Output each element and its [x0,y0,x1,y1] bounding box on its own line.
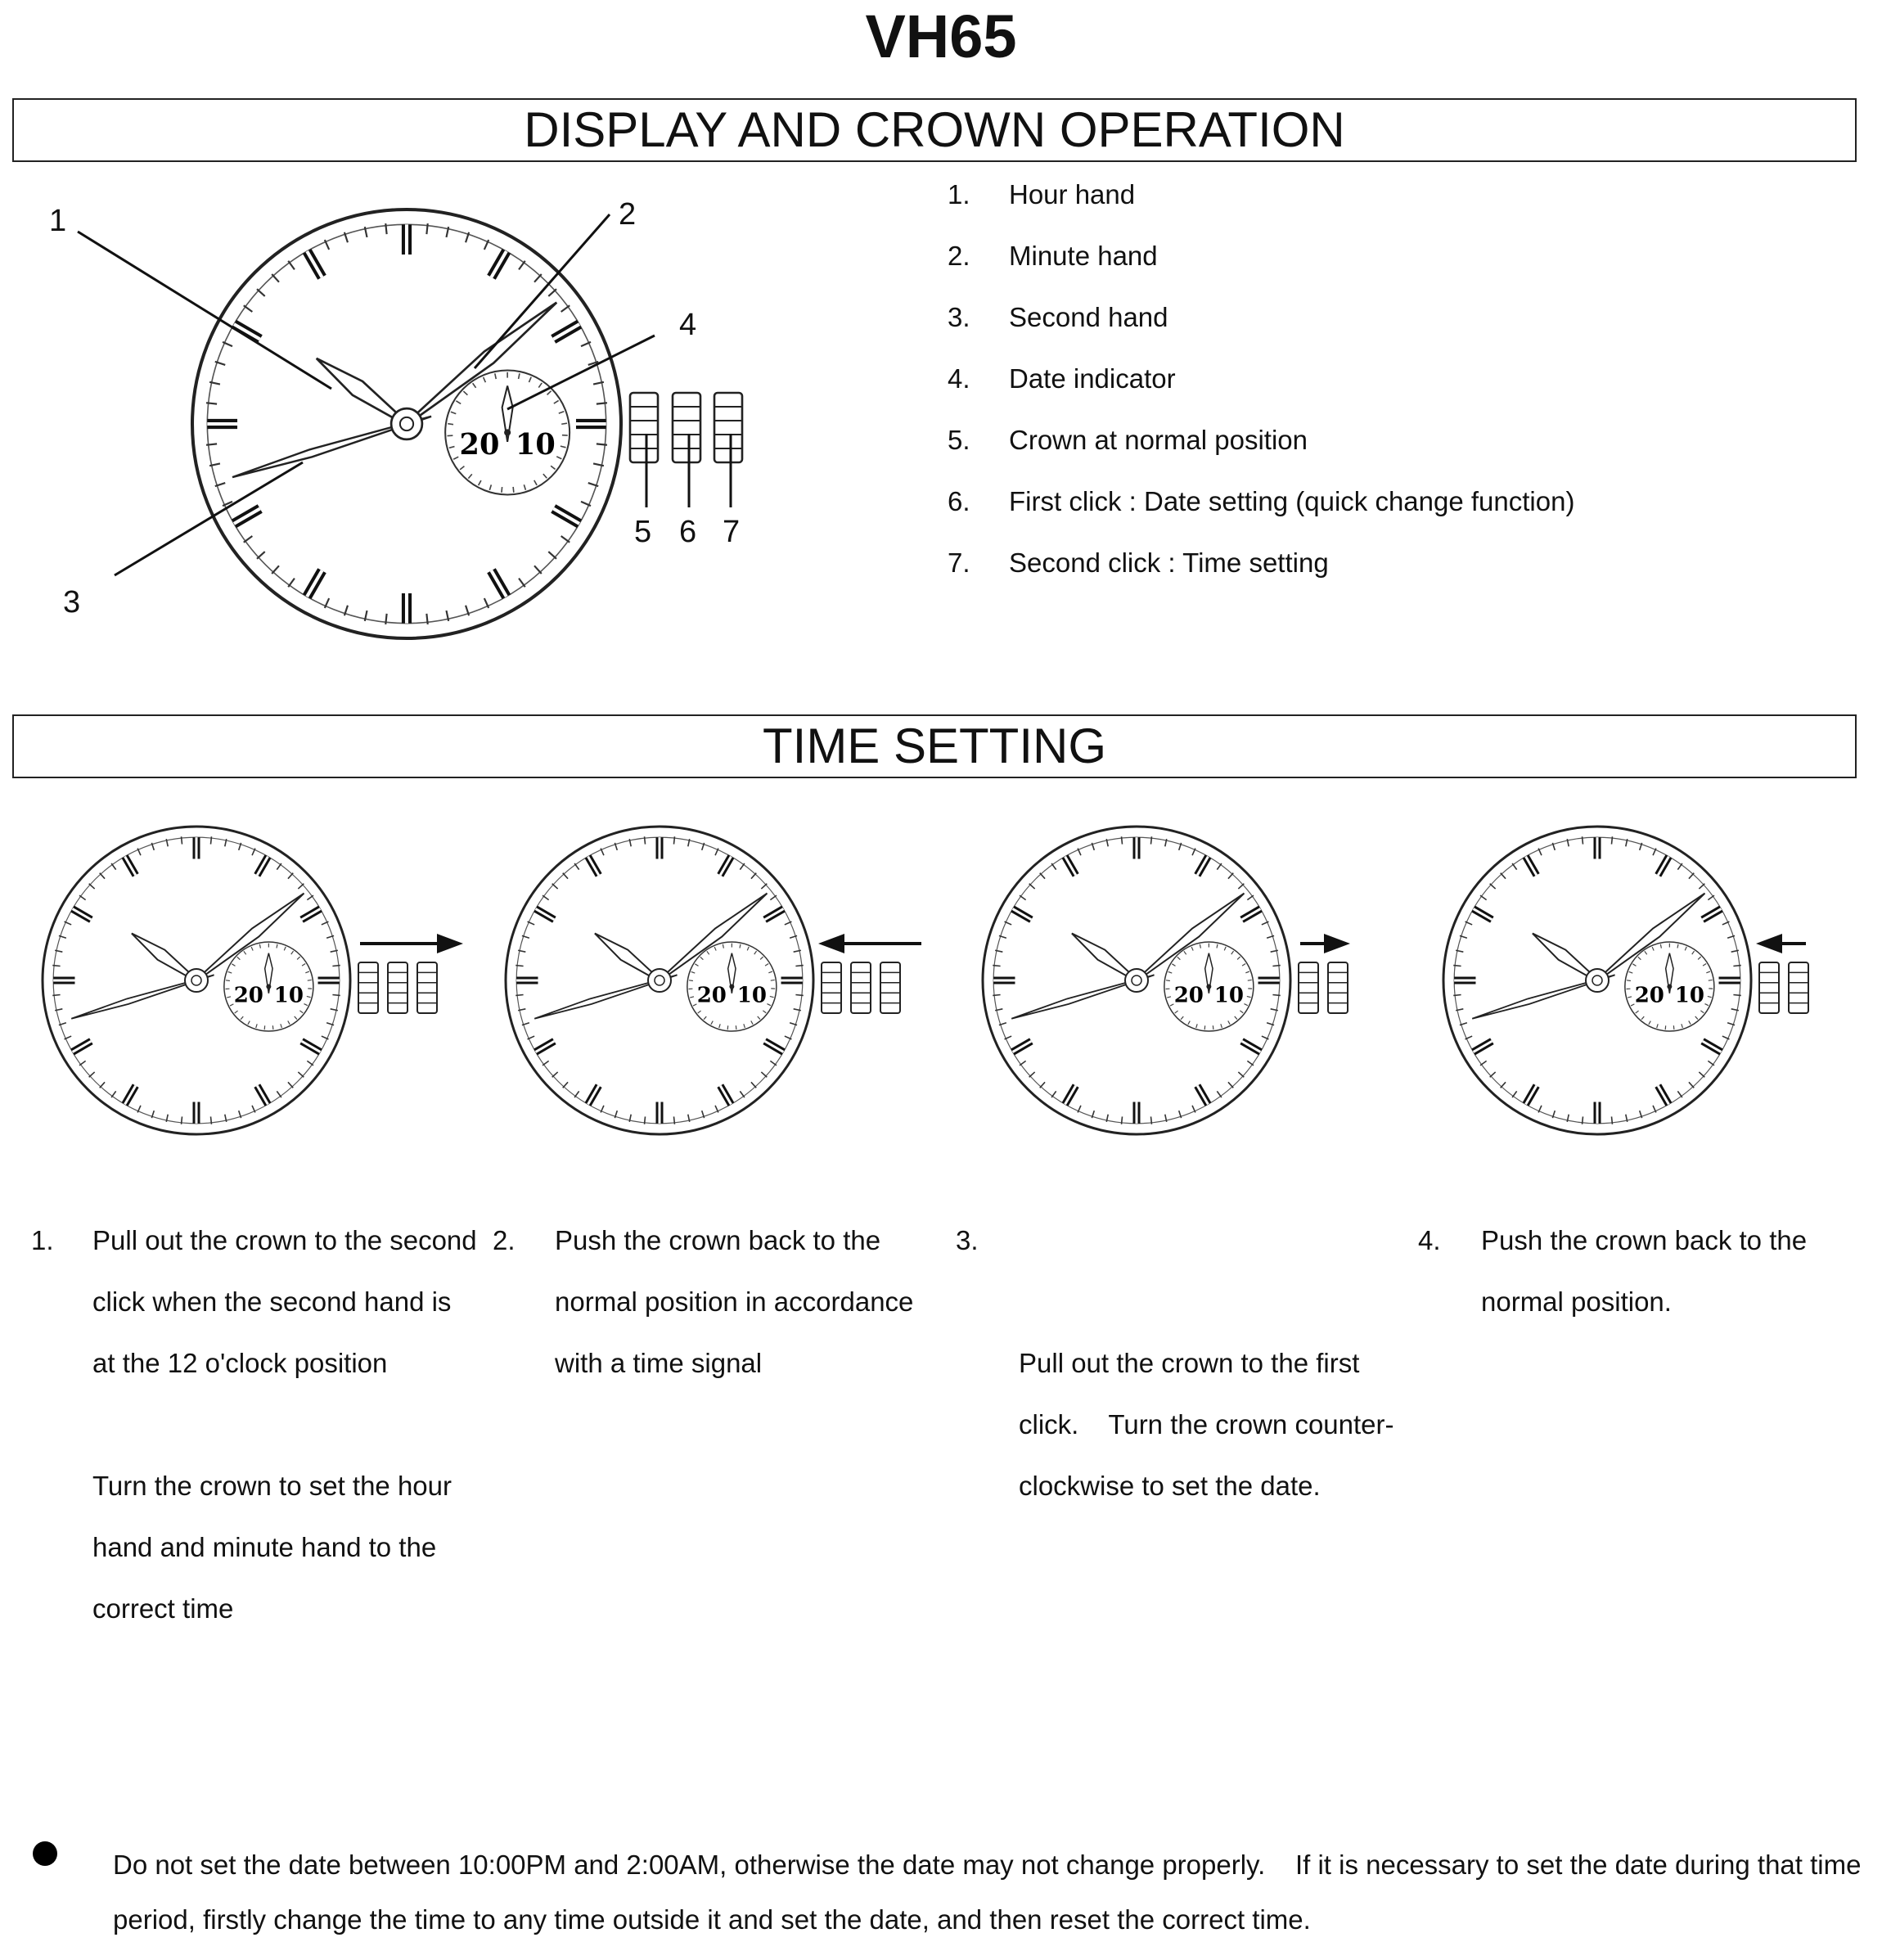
minute-tick [210,836,211,844]
subdial-label-20: 20 [696,983,727,1008]
subdial-label-20: 20 [459,428,500,462]
section-heading-display: DISPLAY AND CROWN OPERATION [12,98,1857,162]
step-number: 1. [31,1225,54,1255]
minute-tick [993,994,1000,995]
legend-number: 5. [948,425,970,455]
crown [673,393,700,462]
step-paragraph: Pull out the crown to the second click when the second hand is at the 12 o'clock position [92,1225,477,1378]
subdial-label-20: 20 [1173,983,1204,1008]
minute-tick [1122,1116,1123,1124]
subdial-tick [561,423,567,424]
minute-tick [1122,836,1123,844]
step-3-watch [983,827,1350,1134]
callout-label-7: 7 [723,515,741,549]
direction-arrow-head [1324,934,1350,953]
legend-number: 6. [948,486,970,516]
step-2-watch [506,827,921,1134]
subdial-tick [272,1025,273,1030]
crown [822,962,841,1013]
crown [630,393,658,462]
crown [388,962,407,1013]
legend-text: Crown at normal position [1009,425,1308,455]
minute-tick [1733,994,1740,995]
warning-note: Do not set the date between 10:00PM and 2:00AM, otherwise the date may not change properly. If it is necessary to set the date during that time period, firstly change the time to any time outside it and set the date, and then reset the correct time. [113,1850,1869,1935]
minute-tick [1150,836,1151,844]
subdial-label-20: 20 [233,983,263,1008]
subdial-label-20: 20 [1634,983,1664,1008]
legend-number: 4. [948,363,970,394]
minute-tick [426,614,427,624]
subdial-tick [689,980,693,981]
minute-tick [52,994,60,995]
legend-text: Minute hand [1009,241,1158,271]
subdial-label-10: 10 [515,428,556,462]
step-1-watch [43,827,463,1134]
direction-arrow-head [1756,934,1782,953]
center-pivot-inner [655,975,664,985]
crown [1299,962,1318,1013]
watch-diagram-main [0,164,818,671]
minute-tick [426,223,427,234]
step-2-instructions [555,1210,939,1394]
subdial-tick [1627,980,1631,981]
bullet-icon [33,1841,57,1866]
minute-tick [332,994,340,995]
legend-text: First click : Date setting (quick change function) [1009,486,1575,516]
legend-number: 7. [948,547,970,578]
step-paragraph: Turn the crown to set the hour hand and minute hand to the correct time [92,1471,452,1624]
document-title: VH65 [865,2,1017,70]
minute-tick [385,614,386,624]
minute-tick [210,1116,211,1124]
minute-tick [1272,994,1280,995]
legend-text: Second hand [1009,302,1168,332]
callout-label-4: 4 [679,308,697,342]
minute-tick [673,1116,674,1124]
crown [880,962,900,1013]
date-hand-pivot [1206,985,1211,989]
minute-tick [795,994,803,995]
subdial-tick [1673,1025,1674,1030]
legend-number: 2. [948,241,970,271]
step-4-instructions [1481,1210,1866,1332]
legend-text: Date indicator [1009,363,1176,394]
minute-tick [516,994,523,995]
section-heading-time-setting: TIME SETTING [12,714,1857,778]
step-diagrams [0,810,1900,1154]
minute-tick [673,836,674,844]
subdial-label-10: 10 [1213,983,1244,1008]
center-pivot-inner [191,975,201,985]
minute-tick [1150,1116,1151,1124]
minute-tick [1453,994,1461,995]
callout-label-5: 5 [634,515,652,549]
legend-text: Hour hand [1009,179,1136,210]
crown [1328,962,1348,1013]
subdial-tick [1166,980,1170,981]
legend-number: 3. [948,302,970,332]
crown [1759,962,1779,1013]
legend-number: 1. [948,179,970,210]
legend-text: Second click : Time setting [1009,547,1329,578]
minute-tick [645,1116,646,1124]
step-number: 2. [493,1225,516,1255]
subdial-label-10: 10 [736,983,767,1008]
callout-label-2: 2 [619,197,637,232]
crown [358,962,378,1013]
center-pivot-inner [400,417,413,430]
subdial-tick [226,980,230,981]
step-paragraph: Pull out the crown to the first click. Turn the crown counter-clockwise to set the date. [1019,1348,1394,1501]
crown [417,962,437,1013]
step-paragraph: Push the crown back to the normal position in accordance with a time signal [555,1225,914,1378]
center-pivot-inner [1132,975,1141,985]
date-hand-pivot [266,985,271,989]
callout-label-6: 6 [679,515,697,549]
direction-arrow-head [437,934,463,953]
step-1-instructions [92,1210,477,1639]
minute-tick [645,836,646,844]
step-number: 4. [1418,1225,1441,1255]
step-4-watch [1443,827,1808,1134]
date-hand-pivot [729,985,734,989]
subdial-label-10: 10 [1674,983,1704,1008]
subdial-tick [513,487,514,493]
minute-tick [1611,1116,1612,1124]
step-number: 3. [956,1225,979,1255]
center-pivot-inner [1592,975,1602,985]
minute-tick [1611,836,1612,844]
step-paragraph: Push the crown back to the normal position. [1481,1225,1808,1317]
callout-label-1: 1 [49,204,67,238]
subdial-label-10: 10 [273,983,304,1008]
date-hand-pivot [1667,985,1672,989]
step-3-instructions [1019,1210,1403,1578]
crown [851,962,871,1013]
crown [1789,962,1808,1013]
date-hand-pivot [504,429,511,435]
crown [714,393,742,462]
subdial-tick [448,424,453,425]
direction-arrow-head [818,934,844,953]
minute-tick [385,223,386,234]
callout-label-3: 3 [63,585,81,620]
